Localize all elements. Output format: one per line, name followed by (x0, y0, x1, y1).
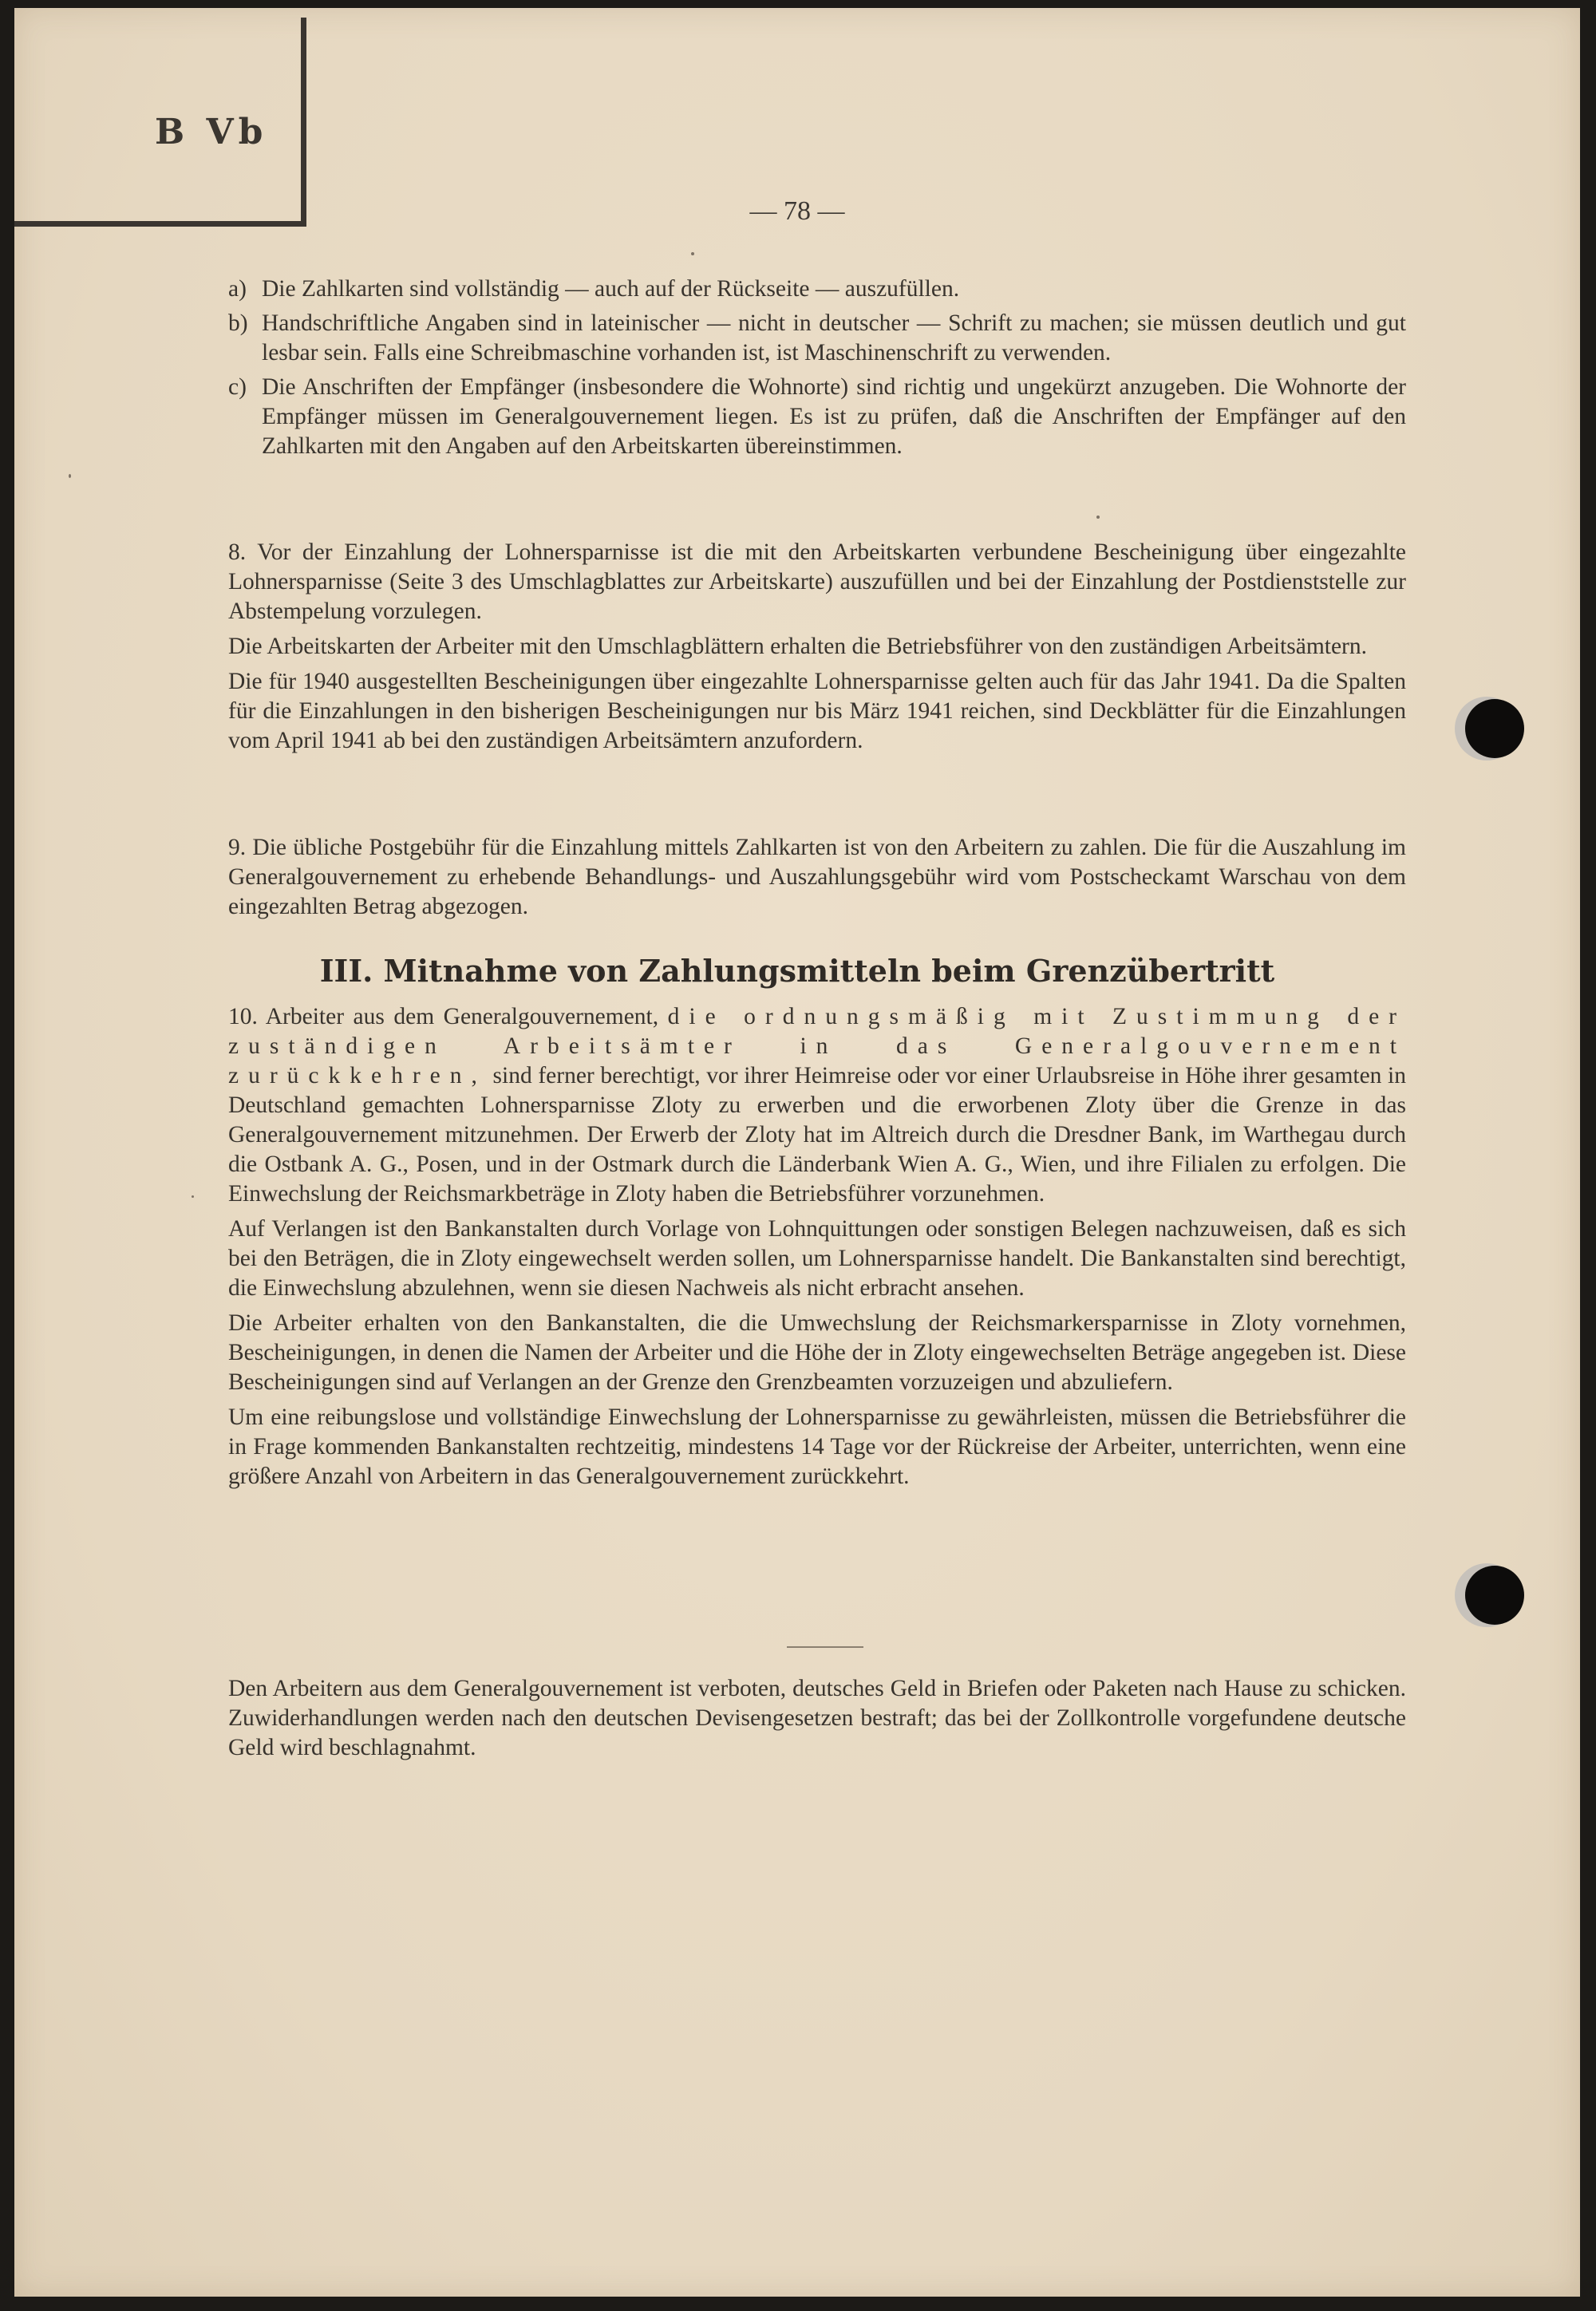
separator-rule (787, 1646, 863, 1648)
paper-speck (1096, 516, 1100, 519)
list-item (228, 309, 1406, 368)
paper-speck (69, 474, 71, 478)
paragraph: Die Arbeiter erhalten von den Bankanstalten, die die Umwechslung der Reichsmarkersparnisse in Zloty vornehmen, Bescheinigungen, in denen die Namen der Arbeiter und die Höhe der in Zloty eingewechselten Beträge angegeben ist. Diese Bescheinigungen sind auf Verlangen an der Grenze den Grenzbeamten vorzuzeigen und abzuliefern. (228, 1310, 1406, 1395)
page-number: — 78 — (749, 196, 845, 226)
list-item-mark: c) (228, 374, 247, 400)
paragraph: Den Arbeitern aus dem Generalgouvernement ist verboten, deutsches Geld in Briefen oder Paketen nach Hause zu schicken. Zuwiderhandlungen werden nach den deutschen Devisengesetzen bestraft; das bei der Zollkontrolle vorgefundene deutsche Geld wird beschlagnahmt. (228, 1676, 1406, 1760)
document-page (14, 8, 1580, 2297)
list-item-text: Die Anschriften der Empfänger (insbesondere die Wohnorte) sind richtig und ungekürzt anzugeben. Die Wohnorte der Empfänger müssen im Generalgouvernement liegen. Es ist zu prüfen, daß die Anschriften der Empfänger auf den Zahlkarten mit den Angaben auf den Arbeitskarten übereinstimmen. (262, 374, 1406, 459)
paragraph: 8. Vor der Einzahlung der Lohnersparnisse ist die mit den Arbeitskarten verbundene Bescheinigung über eingezahlte Lohnersparnisse (Seite 3 des Umschlagblattes zur Arbeitskarte) auszufüllen und bei der Einzahlung der Postdienststelle zur Abstempelung vorzulegen. (228, 539, 1406, 624)
list-item-mark: a) (228, 276, 247, 302)
paragraph-lead: 10. Arbeiter aus dem Generalgouvernement, (228, 1004, 659, 1029)
punch-hole (1465, 699, 1524, 758)
list-item (228, 275, 1406, 304)
list-item-text: Die Zahlkarten sind vollständig — auch auf der Rückseite — auszufüllen. (262, 276, 960, 302)
paper-speck (192, 1195, 194, 1198)
punch-hole (1465, 1566, 1524, 1625)
list-item-text: Handschriftliche Angaben sind in lateinischer — nicht in deutscher — Schrift zu machen; sie müssen deutlich und gut lesbar sein. Falls eine Schreibmaschine vorhanden ist, ist Maschinenschrift zu verwenden. (262, 310, 1406, 365)
paper-speck (691, 252, 694, 255)
paragraph: 9. Die übliche Postgebühr für die Einzahlung mittels Zahlkarten ist von den Arbeitern zu zahlen. Die für die Auszahlung im Generalgouvernement zu erhebende Behandlungs- und Auszahlungsgebühr wird vom Postscheckamt Warschau von dem eingezahlten Betrag abgezogen. (228, 835, 1406, 919)
list-item-mark: b) (228, 310, 248, 336)
closing-note (228, 1674, 1406, 1763)
section-10 (228, 1002, 1406, 1491)
paragraph: Auf Verlangen ist den Bankanstalten durch Vorlage von Lohnquittungen oder sonstigen Belegen nachzuweisen, daß es sich bei den Beträgen, die in Zloty eingewechselt werden sollen, um Lohnersparnisse handelt. Die Bankanstalten sind berechtigt, die Einwechslung abzulehnen, wenn sie diesen Nachweis als nicht erbracht ansehen. (228, 1216, 1406, 1301)
paragraph (228, 1002, 1406, 1209)
section-heading: III. Mitnahme von Zahlungsmitteln beim Grenzübertritt (319, 953, 1275, 989)
paragraph: Die für 1940 ausgestellten Bescheinigungen über eingezahlte Lohnersparnisse gelten auch für das Jahr 1941. Da die Spalten für die Einzahlungen in den bisherigen Bescheinigungen nur bis März 1941 reichen, sind Deckblätter für die Einzahlungen vom April 1941 ab bei den zuständigen Arbeitsämtern anzufordern. (228, 669, 1406, 753)
paragraph-rest: sind ferner berechtigt, vor ihrer Heimreise oder vor einer Urlaubsreise in Höhe ihrer gesamten in Deutschland gemachten Lohnersparnisse Zloty zu erwerben und die erworbenen Zloty über die Grenze in das Generalgouvernement mitzunehmen. Der Erwerb der Zloty hat im Altreich durch die Dresdner Bank, im Warthegau durch die Ostbank A. G., Posen, und in der Ostmark durch die Länderbank Wien A. G., Wien, und ihre Filialen zu erfolgen. Die Einwechslung der Reichsmarkbeträge in Zloty haben die Betriebsführer vorzunehmen. (228, 1063, 1406, 1207)
archive-stamp-box (14, 18, 306, 227)
section-9 (228, 833, 1406, 922)
list-item (228, 373, 1406, 461)
section-8 (228, 538, 1406, 756)
list-block (228, 275, 1406, 461)
archive-stamp-label: B Vb (155, 112, 268, 152)
paragraph: Die Arbeitskarten der Arbeiter mit den Umschlagblättern erhalten die Betriebsführer von den zuständigen Arbeitsämtern. (228, 634, 1368, 659)
paragraph-emphasis: die ordnungsmäßig mit Zustimmung der zuständigen Arbeitsämter in das Generalgouvernement zurückkehren, (228, 1004, 1406, 1088)
paragraph: Um eine reibungslose und vollständige Einwechslung der Lohnersparnisse zu gewährleisten, müssen die Betriebsführer die in Frage kommenden Bankanstalten rechtzeitig, mindestens 14 Tage vor der Rückreise der Arbeiter, unterrichten, wenn eine größere Anzahl von Arbeitern in das Generalgouvernement zurückkehrt. (228, 1404, 1406, 1489)
